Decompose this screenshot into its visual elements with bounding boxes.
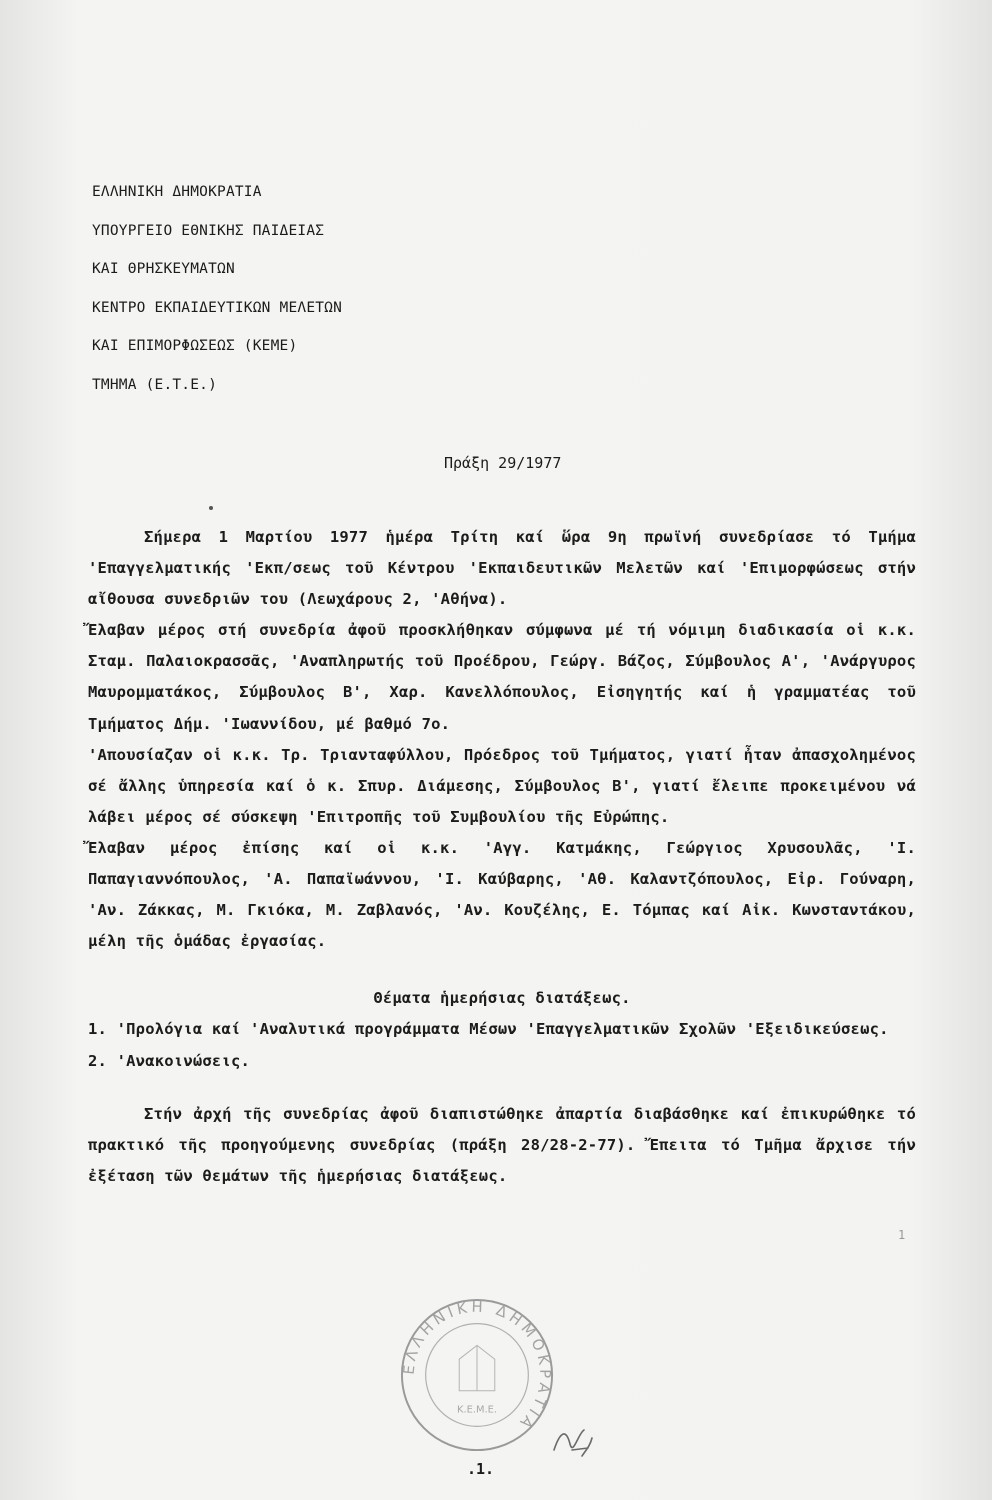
agenda-item-1: 1. 'Προλόγια καί 'Αναλυτικά προγράμματα Μέσων 'Επαγγελματικῶν Σχολῶν 'Εξειδικεύσεως. (88, 1020, 889, 1039)
minutes-body (88, 522, 916, 1192)
ink-dot (209, 506, 213, 510)
letterhead-line: ΚΑΙ ΕΠΙΜΟΡΦΩΣΕΩΣ (ΚΕΜΕ) (92, 338, 298, 355)
agenda-title: Θέματα ἡμερήσιας διατάξεως. (373, 989, 631, 1008)
paragraph-closing: Στήν ἀρχή τῆς συνεδρίας ἀφοῦ διαπιστώθηκε ἀπαρτία διαβάσθηκε καί ἐπικυρώθηκε τό πρακτικό τῆς προηγούμενης συνεδρίας (πράξη 28/28-2-77). Ἔπειτα τό Τμῆμα ἄρχισε τήν ἐξέταση τῶν θεμάτων τῆς ἡμερήσιας διατάξεως. (88, 1104, 916, 1185)
official-seal-icon (398, 1296, 556, 1454)
letterhead-line: ΤΜΗΜΑ (Ε.Τ.Ε.) (92, 376, 218, 393)
letterhead-line: ΚΑΙ ΘΡΗΣΚΕΥΜΑΤΩΝ (92, 261, 235, 278)
seal-ring-text: ΕΛΛΗΝΙΚΗ ΔΗΜΟΚΡΑΤΙΑ (400, 1298, 554, 1434)
page-number: .1. (467, 1460, 495, 1478)
letterhead-line: ΚΕΝΤΡΟ ΕΚΠΑΙΔΕΥΤΙΚΩΝ ΜΕΛΕΤΩΝ (92, 299, 343, 316)
letterhead-line: ΥΠΟΥΡΓΕΙΟ ΕΘΝΙΚΗΣ ΠΑΙΔΕΙΑΣ (92, 222, 325, 239)
letterhead-line: ΕΛΛΗΝΙΚΗ ΔΗΜΟΚΡΑΤΙΑ (92, 184, 262, 200)
agenda-item-2: 2. 'Ανακοινώσεις. (88, 1051, 251, 1070)
paragraph-also-present: Ἔλαβαν μέρος ἐπίσης καί οἱ κ.κ. 'Αγγ. Κατμάκης, Γεώργιος Χρυσουλᾶς, 'Ι. Παπαγιαννόπουλος, 'Α. Παπαϊωάννου, 'Ι. Καύβαρης, 'Αθ. Καλαντζόπουλος, Εἰρ. Γούναρη, 'Αν. Ζάκκας, Μ. Γκιόκα, Μ. Ζαβλανός, 'Αν. Κουζέλης, Ε. Τόμπας καί Αἰκ. Κωνσταντάκου, μέλη τῆς ὁμάδας ἐργασίας. (88, 838, 916, 951)
paragraph-present: Ἔλαβαν μέρος στή συνεδρία ἀφοῦ προσκλήθηκαν σύμφωνα μέ τή νόμιμη διαδικασία οἱ κ.κ. Σταμ. Παλαιοκρασσᾶς, 'Αναπληρωτής τοῦ Προέδρου, Γεώργ. Βάζος, Σύμβουλος Α', 'Ανάργυρος Μαυρομματάκος, Σύμβουλος Β', Χαρ. Κανελλόπουλος, Εἰσηγητής καί ἡ γραμματέας τοῦ Τμήματος Δήμ. 'Ιωαννίδου, μέ βαθμό 7ο. (88, 621, 916, 733)
margin-mark: 1 (898, 1228, 906, 1242)
paragraph-absent: 'Απουσίαζαν οἱ κ.κ. Τρ. Τριανταφύλλου, Πρόεδρος τοῦ Τμήματος, γιατί ἦταν ἀπασχολημένος σέ ἄλλης ὑπηρεσία καί ὁ κ. Σπυρ. Διάμεσης, Σύμβουλος Β', γιατί ἔλειπε προκειμένου νά λάβει μέρος σέ σύσκεψη 'Επιτροπῆς τοῦ Συμβουλίου τῆς Εὐρώπης. (88, 745, 916, 826)
letterhead (92, 182, 342, 414)
signature-icon (548, 1420, 596, 1464)
paragraph-opening: Σήμερα 1 Μαρτίου 1977 ἡμέρα Τρίτη καί ὥρα 9η πρωϊνή συνεδρίασε τό Τμήμα 'Επαγγελματικής 'Εκπ/σεως τοῦ Κέντρου 'Εκπαιδευτικῶν Μελετῶν καί 'Επιμορφώσεως στήν αἴθουσα συνεδριῶν του (Λεωχάρους 2, 'Αθήνα). (88, 528, 916, 609)
act-title: Πράξη 29/1977 (444, 454, 562, 472)
seal-center-text: Κ.Ε.Μ.Ε. (457, 1404, 497, 1416)
